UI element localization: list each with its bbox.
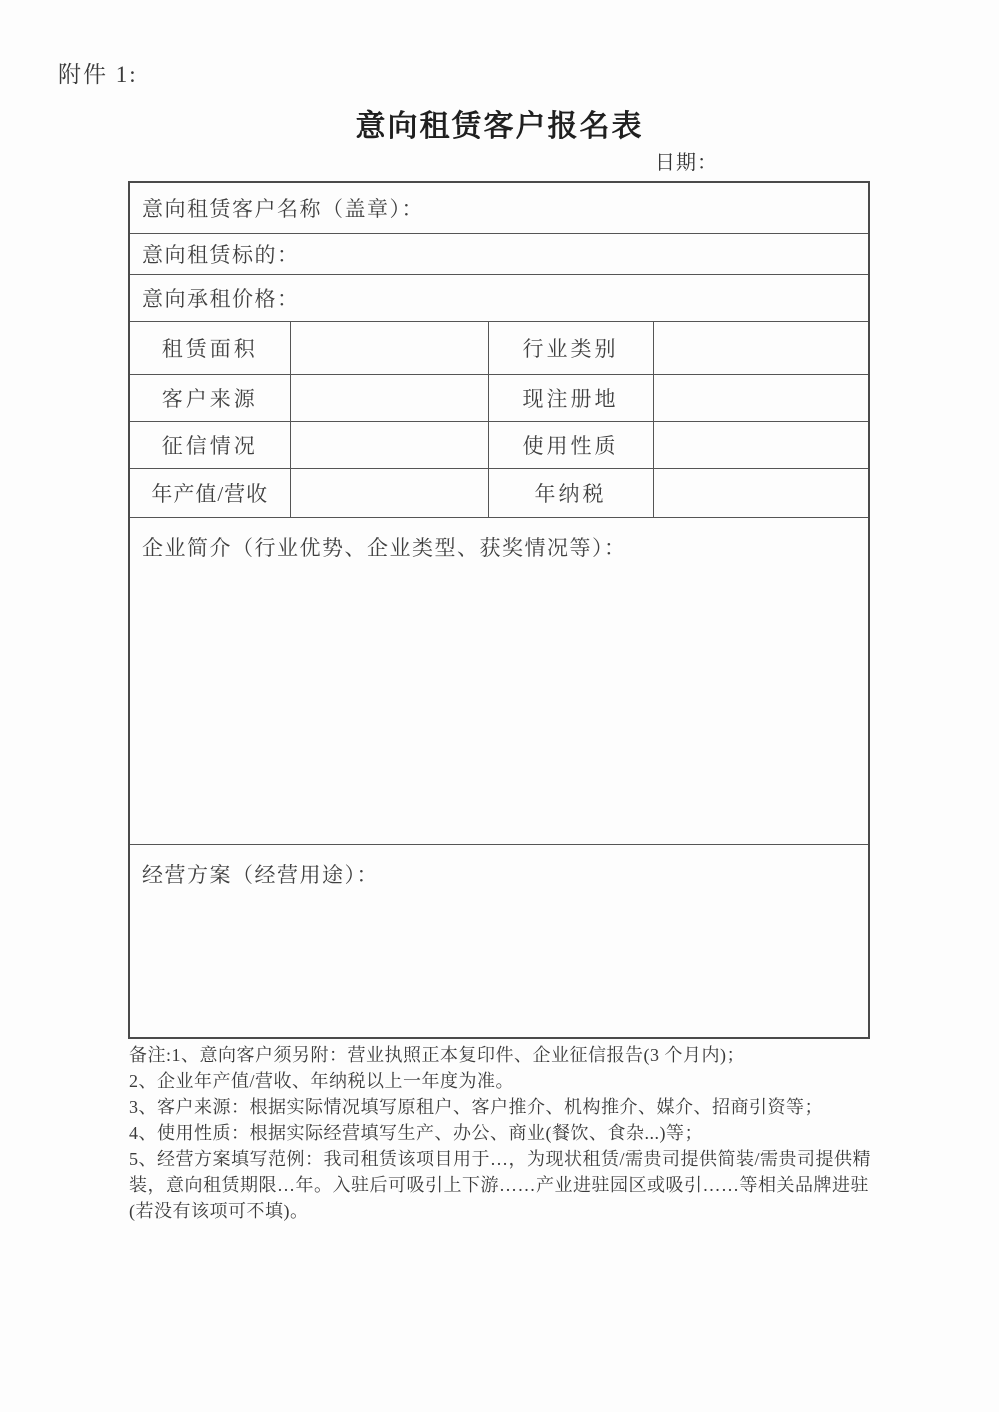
field-credit-status-value	[290, 421, 488, 468]
section-business-plan	[129, 844, 869, 1038]
field-usage-nature-value	[653, 421, 869, 468]
grid-row-credit-usage	[129, 421, 869, 468]
field-lease-area-label: 租赁面积	[129, 321, 290, 374]
field-annual-output-label: 年产值/营收	[129, 468, 290, 517]
field-credit-status-label: 征信情况	[129, 421, 290, 468]
field-industry-type-value	[653, 321, 869, 374]
note-line-5: 5、经营方案填写范例：我司租赁该项目用于…，为现状租赁/需贵司提供简装/需贵司提供精装，意向租赁期限…年。入驻后可吸引上下游……产业进驻园区或吸引……等相关品牌进驻(若没有该项可不填)。	[129, 1149, 871, 1221]
note-line-2: 2、企业年产值/营收、年纳税以上一年度为准。	[129, 1071, 514, 1091]
field-lease-price-label: 意向承租价格：	[129, 274, 869, 321]
attachment-label: 附件 1:	[58, 62, 138, 87]
registration-form-table	[128, 181, 870, 1039]
page-title: 意向租赁客户报名表	[355, 110, 644, 143]
field-business-plan-label: 经营方案（经营用途）：	[129, 844, 869, 1038]
date-label: 日期：	[655, 152, 718, 174]
grid-row-source-registration	[129, 374, 869, 421]
row-lease-price	[129, 274, 869, 321]
footnotes-block	[129, 1042, 886, 1224]
field-company-profile-label: 企业简介（行业优势、企业类型、获奖情况等）：	[129, 517, 869, 844]
field-customer-source-label: 客户来源	[129, 374, 290, 421]
row-customer-name	[129, 182, 869, 233]
row-lease-subject	[129, 233, 869, 274]
field-customer-name-label: 意向租赁客户名称（盖章）：	[129, 182, 869, 233]
grid-row-output-tax	[129, 468, 869, 517]
field-industry-type-label: 行业类别	[488, 321, 653, 374]
field-annual-tax-label: 年纳税	[488, 468, 653, 517]
field-annual-tax-value	[653, 468, 869, 517]
field-registered-place-value	[653, 374, 869, 421]
grid-row-area-industry	[129, 321, 869, 374]
field-lease-subject-label: 意向租赁标的：	[129, 233, 869, 274]
field-customer-source-value	[290, 374, 488, 421]
section-company-profile	[129, 517, 869, 844]
field-usage-nature-label: 使用性质	[488, 421, 653, 468]
field-lease-area-value	[290, 321, 488, 374]
field-registered-place-label: 现注册地	[488, 374, 653, 421]
field-annual-output-value	[290, 468, 488, 517]
note-line-4: 4、使用性质：根据实际经营填写生产、办公、商业(餐饮、食杂...)等；	[129, 1123, 703, 1143]
note-line-3: 3、客户来源：根据实际情况填写原租户、客户推介、机构推介、媒介、招商引资等；	[129, 1097, 823, 1117]
note-line-1: 备注:1、意向客户须另附：营业执照正本复印件、企业征信报告(3 个月内)；	[129, 1045, 745, 1065]
